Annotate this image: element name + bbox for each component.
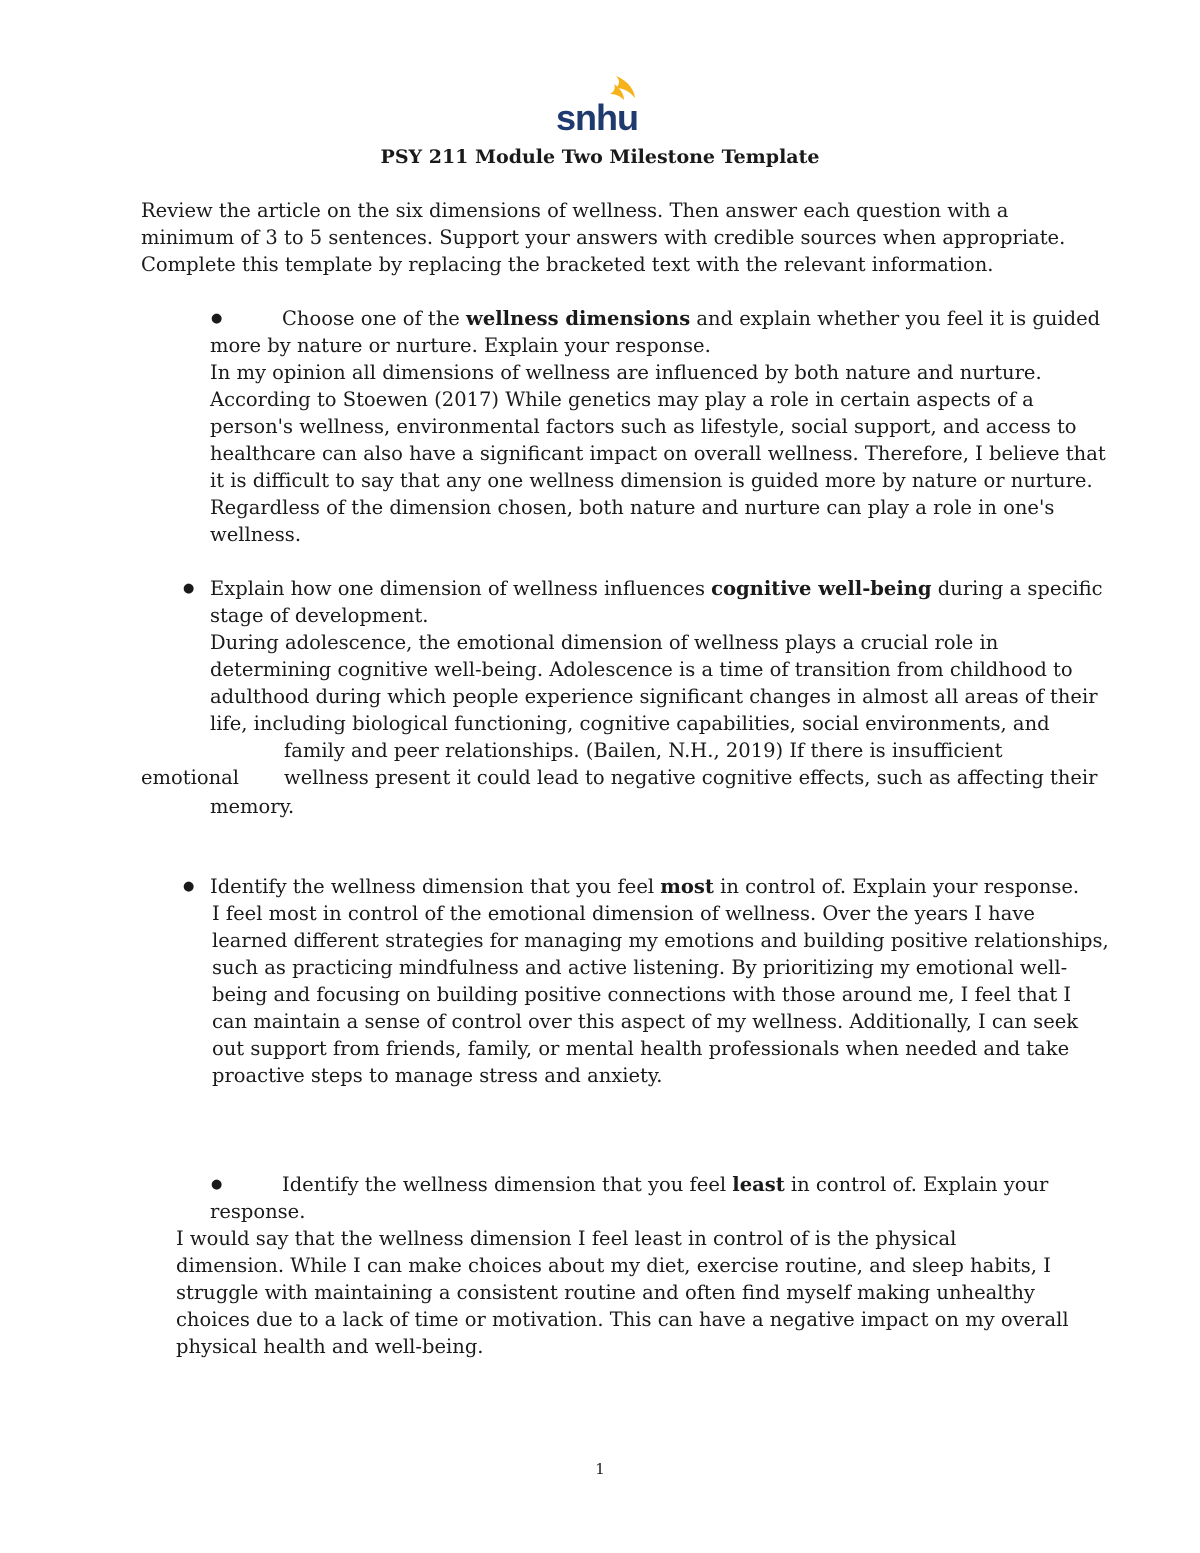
intro-line: minimum of 3 to 5 sentences. Support your answers with credible sources when appropriate. bbox=[141, 226, 1066, 249]
answer-1-line: wellness. bbox=[210, 523, 302, 546]
answer-3-line: I feel most in control of the emotional dimension of wellness. Over the years I have bbox=[212, 902, 1035, 925]
answer-4-line: dimension. While I can make choices about my diet, exercise routine, and sleep habits, I bbox=[176, 1254, 1051, 1277]
answer-2-split-right: wellness present it could lead to negative cognitive effects, such as affecting their bbox=[284, 766, 1098, 789]
snhu-logo-graphic bbox=[556, 74, 640, 134]
question-4: Identify the wellness dimension that you feel least in control of. Explain your bbox=[282, 1173, 1049, 1196]
intro-line: Complete this template by replacing the bracketed text with the relevant information. bbox=[141, 253, 994, 276]
answer-1-line: healthcare can also have a significant impact on overall wellness. Therefore, I believe that bbox=[210, 442, 1106, 465]
answer-3-line: proactive steps to manage stress and anxiety. bbox=[212, 1064, 663, 1087]
snhu-logo bbox=[556, 74, 640, 134]
bullet-icon: ● bbox=[183, 879, 195, 894]
answer-1-line: In my opinion all dimensions of wellness are influenced by both nature and nurture. bbox=[210, 361, 1042, 384]
answer-2-line: adulthood during which people experience significant changes in almost all areas of their bbox=[210, 685, 1098, 708]
answer-4-line: choices due to a lack of time or motivation. This can have a negative impact on my overall bbox=[176, 1308, 1069, 1331]
answer-4-line: physical health and well-being. bbox=[176, 1335, 484, 1358]
bullet-icon: ● bbox=[211, 311, 223, 326]
answer-4-line: I would say that the wellness dimension I feel least in control of is the physical bbox=[176, 1227, 957, 1250]
question-1-line2: more by nature or nurture. Explain your response. bbox=[210, 334, 711, 357]
question-4-line2: response. bbox=[210, 1200, 306, 1223]
question-2-line2: stage of development. bbox=[210, 604, 429, 627]
answer-1-line: Regardless of the dimension chosen, both nature and nurture can play a role in one's bbox=[210, 496, 1055, 519]
answer-4-line: struggle with maintaining a consistent routine and often find myself making unhealthy bbox=[176, 1281, 1035, 1304]
answer-2-line: determining cognitive well-being. Adolescence is a time of transition from childhood to bbox=[210, 658, 1073, 681]
answer-3-line: out support from friends, family, or mental health professionals when needed and take bbox=[212, 1037, 1070, 1060]
answer-3-line: learned different strategies for managing my emotions and building positive relationships, bbox=[212, 929, 1109, 952]
document-title: PSY 211 Module Two Milestone Template bbox=[380, 146, 820, 168]
answer-2-line: life, including biological functioning, cognitive capabilities, social environments, and bbox=[210, 712, 1050, 735]
answer-2-line: family and peer relationships. (Bailen, N.H., 2019) If there is insufficient bbox=[284, 739, 1003, 762]
intro-line: Review the article on the six dimensions of wellness. Then answer each question with a bbox=[141, 199, 1009, 222]
bullet-icon: ● bbox=[211, 1177, 223, 1192]
answer-3-line: can maintain a sense of control over this aspect of my wellness. Additionally, I can seek bbox=[212, 1010, 1079, 1033]
answer-2-line: memory. bbox=[210, 795, 295, 818]
answer-1-line: person's wellness, environmental factors such as lifestyle, social support, and access to bbox=[210, 415, 1077, 438]
answer-2-line: During adolescence, the emotional dimension of wellness plays a crucial role in bbox=[210, 631, 999, 654]
answer-1-line: According to Stoewen (2017) While genetics may play a role in certain aspects of a bbox=[210, 388, 1034, 411]
page-number: 1 bbox=[595, 1460, 605, 1478]
answer-3-line: such as practicing mindfulness and active listening. By prioritizing my emotional well- bbox=[212, 956, 1068, 979]
svg-text:snhu: snhu bbox=[556, 97, 638, 134]
answer-1-line: it is difficult to say that any one wellness dimension is guided more by nature or nurture. bbox=[210, 469, 1093, 492]
answer-3-line: being and focusing on building positive connections with those around me, I feel that I bbox=[212, 983, 1072, 1006]
bullet-icon: ● bbox=[183, 581, 195, 596]
answer-2-split-left: emotional bbox=[141, 766, 240, 789]
question-1: Choose one of the wellness dimensions and explain whether you feel it is guided bbox=[282, 307, 1101, 330]
question-2: Explain how one dimension of wellness influences cognitive well-being during a specific bbox=[210, 577, 1103, 600]
question-3: Identify the wellness dimension that you feel most in control of. Explain your response. bbox=[210, 875, 1080, 898]
